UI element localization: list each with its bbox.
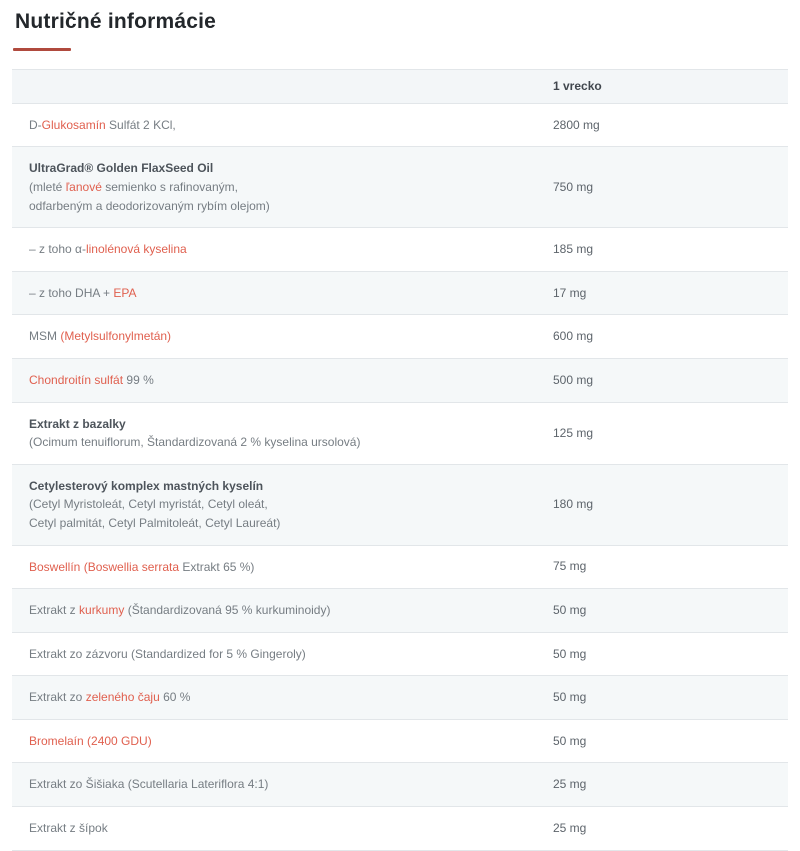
ingredient-link[interactable]: EPA — [113, 285, 137, 300]
ingredient-name — [12, 633, 553, 676]
ingredient-link[interactable]: Chondroitín sulfát — [29, 372, 124, 387]
page-title: Nutričné informácie — [15, 10, 217, 33]
ingredient-text: D- — [29, 117, 42, 132]
table-row — [12, 633, 788, 677]
ingredient-name — [12, 359, 553, 402]
ingredient-text: Extrakt 65 %) — [179, 559, 255, 574]
table-row — [12, 272, 788, 316]
ingredient-text: (Štandardizovaná 95 % kurkuminoidy) — [124, 603, 331, 618]
ingredient-text: Extrakt z — [29, 603, 80, 618]
ingredient-amount: 75 mg — [553, 559, 587, 574]
ingredient-amount: 50 mg — [553, 733, 587, 748]
ingredient-name — [12, 546, 553, 589]
ingredient-link[interactable]: Bromelaín (2400 GDU) — [29, 733, 152, 748]
ingredient-link[interactable]: kurkumy — [79, 603, 125, 618]
ingredient-amount: 50 mg — [553, 690, 587, 705]
ingredient-text: Extrakt zo Šišiaka (Scutellaria Lateriflora 4:1) — [29, 777, 269, 792]
ingredient-text: – z toho α- — [29, 242, 86, 257]
ingredient-amount: 17 mg — [553, 285, 587, 300]
ingredient-name — [12, 465, 553, 545]
ingredient-amount: 2800 mg — [553, 117, 600, 132]
ingredient-link[interactable]: Boswellín (Boswellia serrata — [29, 559, 180, 574]
table-row — [12, 403, 788, 465]
ingredient-text: UltraGrad® Golden FlaxSeed Oil — [29, 161, 214, 176]
table-row — [12, 465, 788, 546]
ingredient-text: 99 % — [123, 372, 154, 387]
ingredient-amount: 600 mg — [553, 329, 594, 344]
ingredient-name — [12, 403, 553, 464]
ingredient-text: Cetylesterový komplex mastných kyselín — [29, 478, 264, 493]
ingredient-text: semienko s rafinovaným, — [101, 179, 238, 194]
table-row — [12, 104, 788, 148]
ingredient-name — [12, 763, 553, 806]
ingredient-name — [12, 104, 553, 147]
table-row — [12, 228, 788, 272]
table-row — [12, 546, 788, 590]
ingredient-amount: 750 mg — [553, 179, 594, 194]
ingredient-amount: 50 mg — [553, 603, 587, 617]
ingredient-text: – z toho DHA + — [29, 285, 114, 300]
ingredient-amount: 25 mg — [553, 777, 587, 792]
table-row — [12, 763, 788, 807]
ingredient-amount: 185 mg — [553, 242, 594, 257]
ingredient-name — [12, 589, 553, 632]
ingredient-link[interactable]: zeleného čaju — [85, 690, 160, 705]
ingredient-text: Extrakt z bazalky — [29, 416, 126, 431]
table-row — [12, 589, 788, 633]
title-underline-accent — [13, 48, 71, 51]
ingredient-name — [12, 228, 553, 271]
ingredient-link[interactable]: Glukosamín — [41, 117, 106, 132]
ingredient-name — [12, 272, 553, 315]
ingredient-name — [12, 807, 553, 850]
ingredient-column-header — [12, 78, 553, 94]
nutrition-table — [12, 69, 788, 851]
table-row — [12, 676, 788, 720]
ingredient-name — [12, 147, 553, 227]
ingredient-text: (mleté — [29, 179, 66, 194]
table-row — [12, 720, 788, 764]
ingredient-name — [12, 720, 553, 763]
table-row — [12, 315, 788, 359]
ingredient-name — [12, 676, 553, 719]
ingredient-text: (Ocimum tenuiflorum, Štandardizovaná 2 % kyselina ursolová) — [29, 435, 361, 450]
table-row — [12, 147, 788, 228]
ingredient-text: MSM — [29, 329, 61, 344]
ingredient-amount: 50 mg — [553, 646, 587, 661]
table-row — [12, 359, 788, 403]
ingredient-link[interactable]: linolénová kyselina — [85, 242, 187, 257]
amount-column-header: 1 vrecko — [553, 79, 602, 93]
ingredient-amount: 180 mg — [553, 497, 594, 512]
ingredient-text: (Cetyl Myristoleát, Cetyl myristát, Cetyl oleát, — [29, 497, 268, 512]
ingredient-name — [12, 315, 553, 358]
ingredient-amount: 125 mg — [553, 425, 594, 440]
table-row — [12, 807, 788, 851]
table-header-row — [12, 70, 788, 104]
ingredient-text: odfarbeným a deodorizovaným rybím olejom) — [29, 198, 270, 213]
ingredient-text: 60 % — [159, 690, 191, 705]
ingredient-link[interactable]: ľanové — [65, 179, 102, 194]
ingredient-text: Sulfát 2 KCl, — [105, 117, 176, 132]
ingredient-text: Extrakt zo zázvoru (Standardized for 5 % Gingeroly) — [29, 646, 306, 661]
ingredient-amount: 25 mg — [553, 820, 587, 835]
ingredient-amount: 500 mg — [553, 372, 594, 387]
ingredient-link[interactable]: (Metylsulfonylmetán) — [60, 329, 172, 344]
ingredient-text: Cetyl palmitát, Cetyl Palmitoleát, Cetyl Laureát) — [29, 515, 281, 530]
nutrition-table-body — [12, 104, 788, 851]
ingredient-text: Extrakt zo — [29, 690, 86, 705]
ingredient-text: Extrakt z šípok — [29, 821, 108, 836]
